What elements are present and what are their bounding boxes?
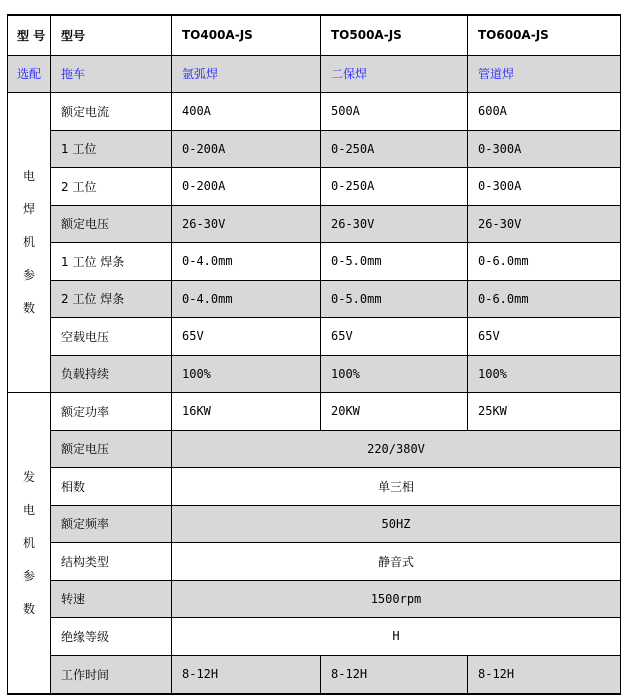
spec-table xyxy=(7,14,621,695)
table-row xyxy=(8,393,621,431)
row-value: 8-12H xyxy=(468,655,621,694)
option-row xyxy=(8,55,621,93)
table-row xyxy=(8,205,621,243)
table-row xyxy=(8,655,621,694)
row-value: 0-250A xyxy=(321,130,468,168)
row-label: 空载电压 xyxy=(51,318,172,356)
row-label: 1 工位 xyxy=(51,130,172,168)
table-row xyxy=(8,618,621,656)
header-model-1: TO400A-JS xyxy=(172,15,321,55)
table-row xyxy=(8,130,621,168)
row-value: 100% xyxy=(172,355,321,393)
row-value: 100% xyxy=(468,355,621,393)
header-col1: 型号 xyxy=(51,15,172,55)
row-value: 65V xyxy=(321,318,468,356)
row-label: 负载持续 xyxy=(51,355,172,393)
row-value: 0-250A xyxy=(321,168,468,206)
generator-group-label: 发 电 机 参 数 xyxy=(8,393,51,695)
row-value: 0-6.0mm xyxy=(468,243,621,281)
row-label: 工作时间 xyxy=(51,655,172,694)
row-value: 220/380V xyxy=(172,430,621,468)
header-model-2: TO500A-JS xyxy=(321,15,468,55)
row-label: 额定电流 xyxy=(51,93,172,131)
row-value: 600A xyxy=(468,93,621,131)
row-value: 65V xyxy=(468,318,621,356)
row-label: 2 工位 xyxy=(51,168,172,206)
table-row xyxy=(8,280,621,318)
option-pipe: 管道焊 xyxy=(468,55,621,93)
welder-group-label: 电 焊 机 参 数 xyxy=(8,93,51,393)
row-value: 0-5.0mm xyxy=(321,243,468,281)
table-row xyxy=(8,243,621,281)
row-value: 0-200A xyxy=(172,130,321,168)
table-row xyxy=(8,318,621,356)
row-value: 8-12H xyxy=(321,655,468,694)
option-trailer: 拖车 xyxy=(51,55,172,93)
table-row xyxy=(8,580,621,618)
row-value: 0-300A xyxy=(468,130,621,168)
header-col0: 型 号 xyxy=(8,15,51,55)
row-label: 额定频率 xyxy=(51,505,172,543)
row-value: 静音式 xyxy=(172,543,621,581)
option-argon: 氩弧焊 xyxy=(172,55,321,93)
table-row xyxy=(8,468,621,506)
row-value: H xyxy=(172,618,621,656)
table-row xyxy=(8,430,621,468)
row-label: 2 工位 焊条 xyxy=(51,280,172,318)
row-value: 25KW xyxy=(468,393,621,431)
row-value: 100% xyxy=(321,355,468,393)
header-model-3: TO600A-JS xyxy=(468,15,621,55)
row-label: 相数 xyxy=(51,468,172,506)
row-value: 8-12H xyxy=(172,655,321,694)
row-label: 结构类型 xyxy=(51,543,172,581)
row-value: 400A xyxy=(172,93,321,131)
row-label: 1 工位 焊条 xyxy=(51,243,172,281)
row-value: 26-30V xyxy=(468,205,621,243)
table-row xyxy=(8,355,621,393)
row-value: 0-5.0mm xyxy=(321,280,468,318)
row-label: 额定功率 xyxy=(51,393,172,431)
row-label: 额定电压 xyxy=(51,205,172,243)
header-row xyxy=(8,15,621,55)
row-label: 额定电压 xyxy=(51,430,172,468)
row-value: 26-30V xyxy=(172,205,321,243)
row-value: 16KW xyxy=(172,393,321,431)
row-value: 0-4.0mm xyxy=(172,280,321,318)
row-value: 0-6.0mm xyxy=(468,280,621,318)
table-row xyxy=(8,93,621,131)
row-value: 0-4.0mm xyxy=(172,243,321,281)
row-value: 1500rpm xyxy=(172,580,621,618)
row-value: 0-200A xyxy=(172,168,321,206)
row-value: 65V xyxy=(172,318,321,356)
row-value: 0-300A xyxy=(468,168,621,206)
row-label: 转速 xyxy=(51,580,172,618)
row-value: 500A xyxy=(321,93,468,131)
row-value: 50HZ xyxy=(172,505,621,543)
row-value: 26-30V xyxy=(321,205,468,243)
row-label: 绝缘等级 xyxy=(51,618,172,656)
row-value: 单三相 xyxy=(172,468,621,506)
table-row xyxy=(8,543,621,581)
row-value: 20KW xyxy=(321,393,468,431)
table-row xyxy=(8,505,621,543)
option-label: 选配 xyxy=(8,55,51,93)
option-co2: 二保焊 xyxy=(321,55,468,93)
table-row xyxy=(8,168,621,206)
